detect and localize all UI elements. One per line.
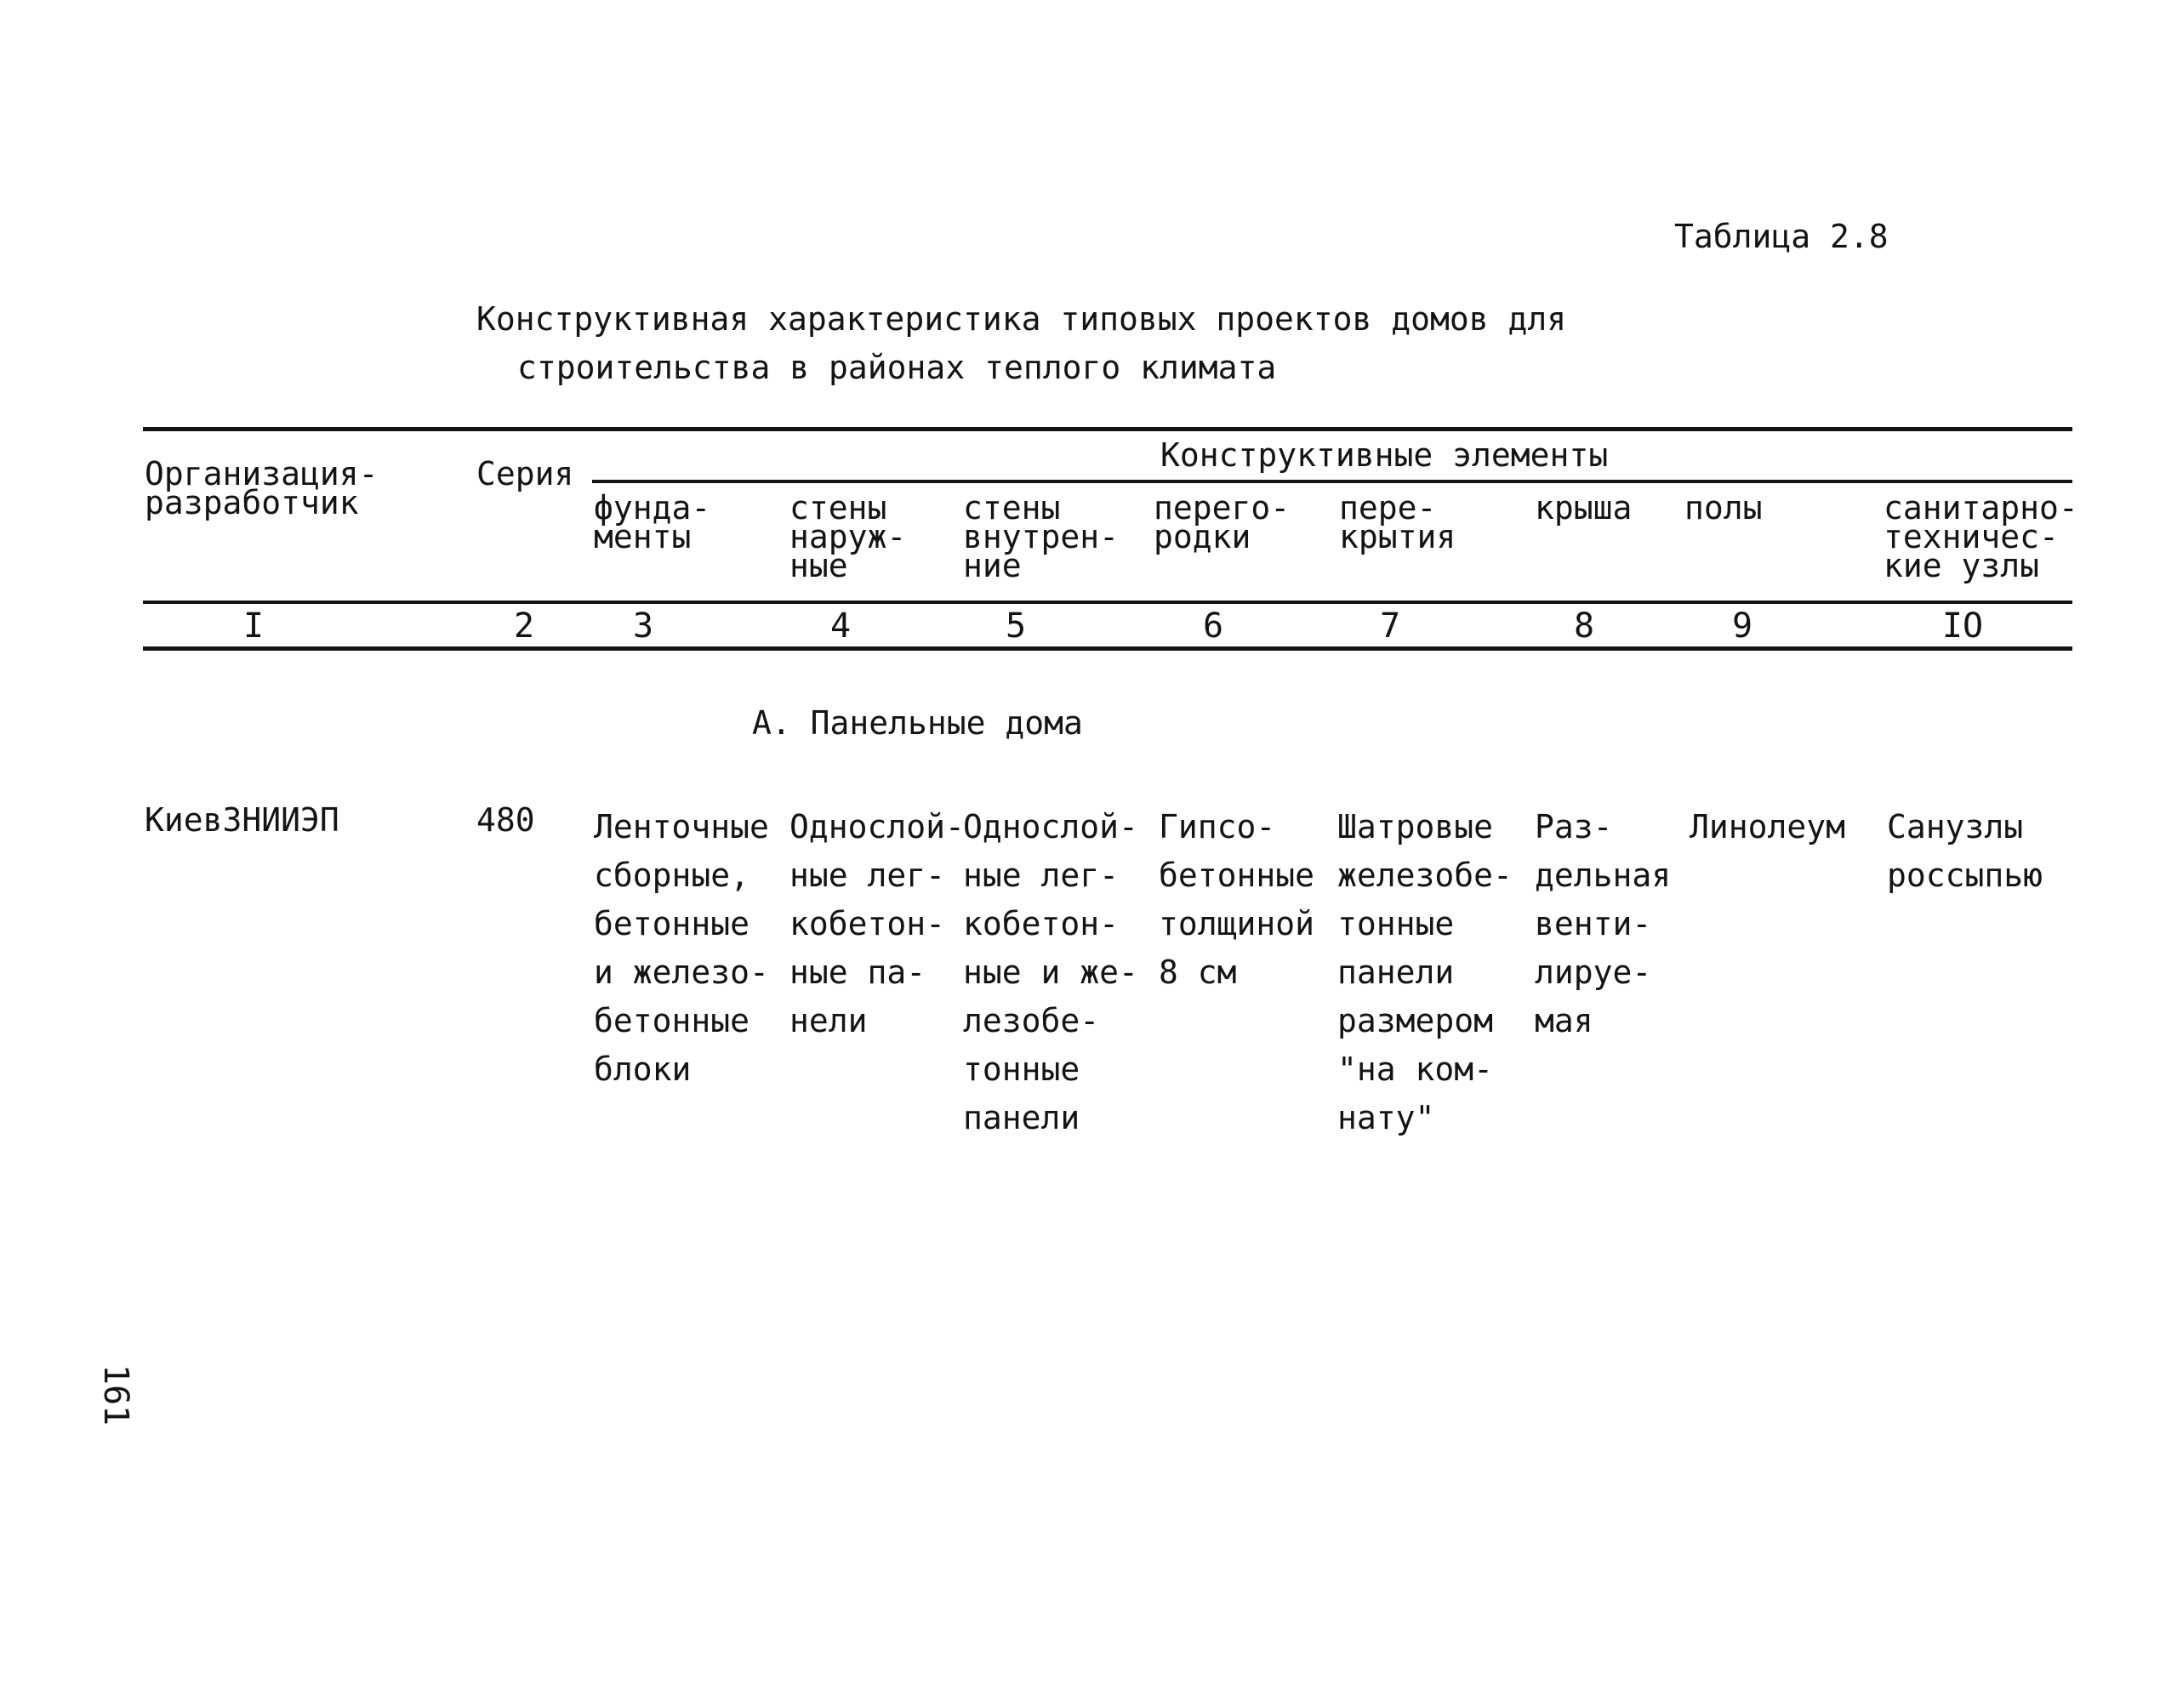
column-number: 4 [829, 606, 852, 646]
header-inner-walls: стены внутрен- ние [963, 489, 1120, 584]
row-floor-slabs: Шатровые железобе- тонные панели размером "на ком- нату" [1337, 808, 1513, 1136]
row-roof: Раз- дельная венти- лируе- мая [1535, 808, 1672, 1039]
page-number: 161 [96, 1364, 135, 1426]
row-floors: Линолеум [1690, 808, 1846, 845]
header-foundations: фунда- менты [594, 489, 711, 555]
title-line-1: Конструктивная характеристика типовых проектов домов для [476, 300, 1567, 338]
header-floors: полы [1684, 489, 1763, 527]
row-partitions: Гипсо- бетонные толщиной 8 см [1159, 808, 1315, 991]
number-row-rule [143, 646, 2072, 651]
header-organization: Организация- разработчик [145, 455, 379, 521]
row-foundations: Ленточные сборные, бетонные и железо- бетонные блоки [594, 808, 769, 1088]
table-top-rule [143, 427, 2072, 431]
header-floor-slabs: пере- крытия [1339, 489, 1456, 555]
column-number: IO [1941, 606, 1984, 646]
column-number: 8 [1573, 606, 1595, 646]
section-title: А. Панельные дома [752, 704, 1083, 742]
table-label: Таблица 2.8 [1674, 218, 1889, 255]
column-number: 5 [1005, 606, 1027, 646]
row-inner-walls: Однослой- ные лег- кобетон- ные и же- лезобе- тонные панели [963, 808, 1138, 1136]
row-series: 480 [476, 801, 535, 839]
header-roof: крыша [1535, 489, 1633, 527]
column-number: 9 [1731, 606, 1753, 646]
page-number-container [90, 1361, 141, 1429]
header-sanitary: санитарно- техничес- кие узлы [1884, 489, 2078, 584]
column-number: 7 [1379, 606, 1401, 646]
row-organization: КиевЗНИИЭП [145, 801, 339, 839]
row-sanitary: Санузлы россыпью [1887, 808, 2043, 894]
header-outer-walls: стены наруж- ные [789, 489, 907, 584]
column-number: 2 [513, 606, 535, 646]
column-number: 6 [1202, 606, 1224, 646]
group-header-rule [592, 480, 2072, 483]
header-bottom-rule [143, 601, 2072, 604]
header-group-structural-elements: Конструктивные элементы [1160, 436, 1609, 474]
header-partitions: перего- родки [1154, 489, 1291, 555]
header-series: Серия [476, 455, 574, 492]
row-outer-walls: Однослой- ные лег- кобетон- ные па- нели [789, 808, 965, 1039]
title-line-2: строительства в районах теплого климата [517, 349, 1277, 386]
column-number: 3 [632, 606, 654, 646]
column-number: I [242, 606, 265, 646]
